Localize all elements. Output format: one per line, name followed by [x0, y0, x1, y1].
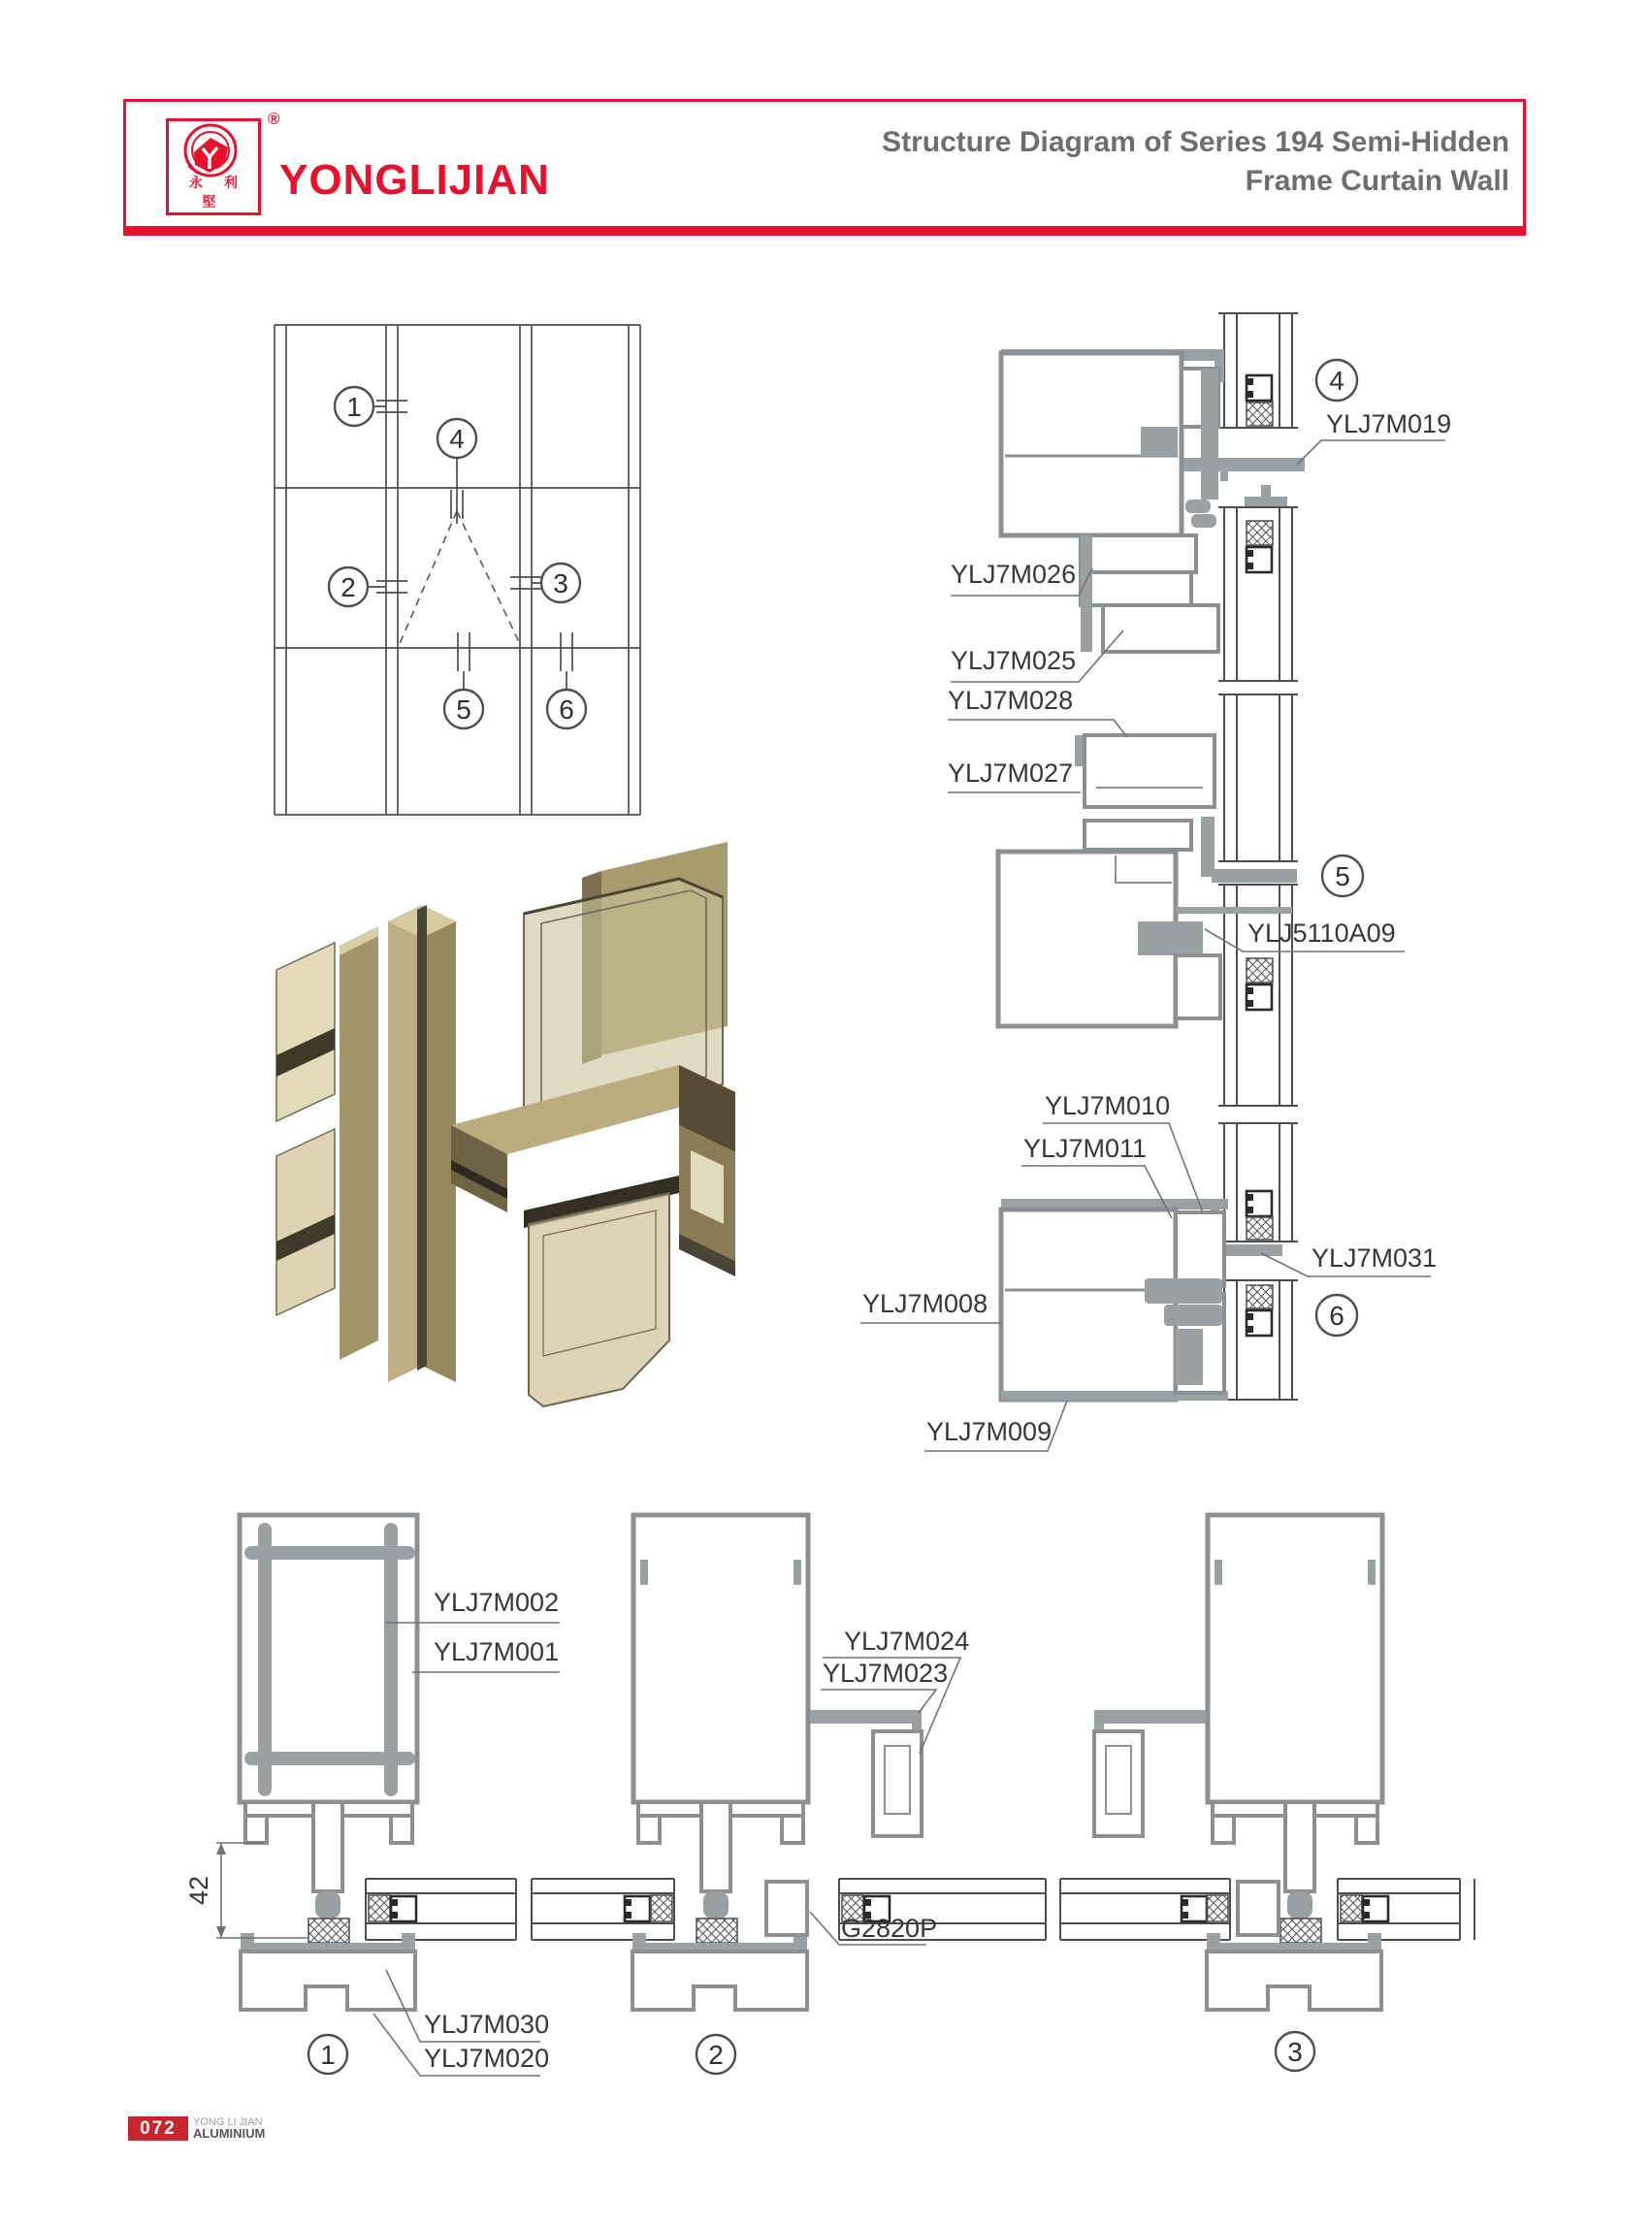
part-label-g2820p: G2820P — [841, 1914, 938, 1943]
part-label-ylj7m028: YLJ7M028 — [948, 686, 1074, 715]
page-title-line2: Frame Curtain Wall — [1245, 165, 1509, 197]
part-label-ylj7m002: YLJ7M002 — [434, 1588, 560, 1617]
part-label-ylj7m020: YLJ7M020 — [424, 2044, 550, 2073]
part-label-ylj7m031: YLJ7M031 — [1312, 1243, 1438, 1273]
page-number-badge: 072 — [128, 2116, 188, 2141]
registered-mark: ® — [268, 110, 280, 128]
part-label-ylj7m008: YLJ7M008 — [862, 1289, 988, 1318]
part-label-ylj7m019: YLJ7M019 — [1326, 409, 1452, 438]
detail-middle-joint — [948, 686, 1405, 1026]
part-label-ylj7m001: YLJ7M001 — [434, 1637, 560, 1666]
callout-4-detail: 4 — [1329, 366, 1344, 396]
elevation-schematic — [275, 325, 640, 815]
callout-2-section: 2 — [708, 2040, 724, 2070]
footer-company-division: ALUMINIUM — [193, 2126, 266, 2141]
callout-1: 1 — [346, 392, 362, 422]
callout-6-detail: 6 — [1329, 1301, 1344, 1331]
vent-open-symbol — [399, 511, 521, 646]
part-label-ylj7m024: YLJ7M024 — [844, 1627, 970, 1656]
callout-5-detail: 5 — [1335, 861, 1350, 891]
brand-name: YONGLIJIAN — [279, 156, 550, 204]
part-label-ylj7m009: YLJ7M009 — [926, 1417, 1053, 1446]
footer-company — [193, 2116, 265, 2140]
elevation-grid — [275, 325, 640, 815]
brand-chinese-name: 永 利 堅 — [189, 175, 246, 210]
footer-company-name: YONG LI JIAN — [193, 2116, 263, 2128]
part-label-ylj7m027: YLJ7M027 — [948, 758, 1074, 788]
callout-4: 4 — [449, 424, 465, 454]
part-label-ylj7m025: YLJ7M025 — [951, 646, 1077, 675]
part-label-ylj7m030: YLJ7M030 — [424, 2010, 550, 2039]
dimension-42-value: 42 — [184, 1875, 213, 1906]
callout-1-section: 1 — [320, 2040, 336, 2070]
callout-6: 6 — [559, 694, 574, 725]
section-1-mullion — [184, 1515, 560, 2076]
callout-5: 5 — [456, 694, 471, 725]
callout-2: 2 — [340, 572, 356, 602]
detail-top-joint — [951, 349, 1451, 682]
part-label-ylj7m023: YLJ7M023 — [823, 1659, 949, 1688]
callout-3: 3 — [553, 568, 568, 598]
detail-bottom-joint — [860, 1091, 1437, 1451]
dimension-42 — [184, 1843, 308, 1938]
part-label-ylj5110a09: YLJ5110A09 — [1247, 919, 1396, 948]
section-2-mullion — [632, 1515, 969, 2074]
part-label-ylj7m011: YLJ7M011 — [1023, 1134, 1148, 1163]
part-label-ylj7m026: YLJ7M026 — [951, 560, 1077, 589]
callout-3-section: 3 — [1287, 2037, 1303, 2067]
part-label-ylj7m010: YLJ7M010 — [1045, 1091, 1171, 1120]
page-title-line1: Structure Diagram of Series 194 Semi-Hidden — [882, 126, 1509, 158]
section-3-mullion — [1094, 1515, 1382, 2071]
render-3d-curtain-wall — [276, 842, 735, 1406]
